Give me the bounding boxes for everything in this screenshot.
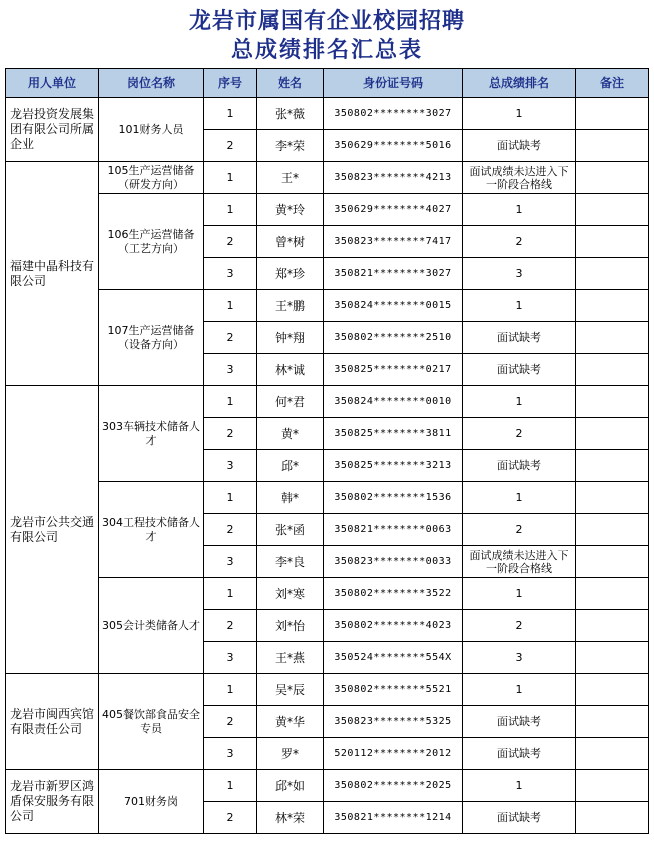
rank-cell: 1 (463, 674, 576, 706)
serial-cell: 3 (204, 354, 257, 386)
unit-cell: 龙岩投资发展集团有限公司所属企业 (6, 98, 99, 162)
id-number-cell: 350825********0217 (324, 354, 463, 386)
serial-cell: 1 (204, 98, 257, 130)
rank-cell: 1 (463, 98, 576, 130)
note-cell (576, 674, 649, 706)
serial-cell: 1 (204, 674, 257, 706)
name-cell: 王*燕 (257, 642, 324, 674)
id-number-cell: 350821********0063 (324, 514, 463, 546)
serial-cell: 3 (204, 738, 257, 770)
serial-cell: 2 (204, 322, 257, 354)
table-row (6, 578, 649, 610)
name-cell: 刘*怡 (257, 610, 324, 642)
id-number-cell: 350629********5016 (324, 130, 463, 162)
note-cell (576, 290, 649, 322)
rank-cell: 1 (463, 290, 576, 322)
note-cell (576, 450, 649, 482)
id-number-cell: 350802********3027 (324, 98, 463, 130)
name-cell: 何*君 (257, 386, 324, 418)
name-cell: 王*鹏 (257, 290, 324, 322)
rank-cell: 面试缺考 (463, 450, 576, 482)
id-number-cell: 350824********0010 (324, 386, 463, 418)
rank-cell: 3 (463, 258, 576, 290)
post-cell: 701财务岗 (99, 770, 204, 834)
title-line-2: 总成绩排名汇总表 (230, 38, 423, 63)
name-cell: 林*荣 (257, 802, 324, 834)
id-number-cell: 350802********2510 (324, 322, 463, 354)
note-cell (576, 162, 649, 194)
table-body (6, 98, 649, 834)
id-number-cell: 350825********3811 (324, 418, 463, 450)
name-cell: 邱* (257, 450, 324, 482)
serial-cell: 1 (204, 386, 257, 418)
unit-cell: 龙岩市新罗区鸿盾保安服务有限公司 (6, 770, 99, 834)
post-cell: 101财务人员 (99, 98, 204, 162)
rank-cell: 1 (463, 578, 576, 610)
id-number-cell: 350802********2025 (324, 770, 463, 802)
serial-cell: 2 (204, 706, 257, 738)
note-cell (576, 322, 649, 354)
table-row (6, 162, 649, 194)
unit-cell: 福建中晶科技有限公司 (6, 162, 99, 386)
name-cell: 郑*珍 (257, 258, 324, 290)
rank-cell: 2 (463, 610, 576, 642)
table-row (6, 290, 649, 322)
header-name: 姓名 (257, 69, 324, 98)
note-cell (576, 130, 649, 162)
name-cell: 钟*翔 (257, 322, 324, 354)
rank-cell: 1 (463, 482, 576, 514)
serial-cell: 3 (204, 258, 257, 290)
rank-cell: 2 (463, 418, 576, 450)
rank-cell: 面试成绩未达进入下一阶段合格线 (463, 546, 576, 578)
id-number-cell: 350825********3213 (324, 450, 463, 482)
id-number-cell: 350823********7417 (324, 226, 463, 258)
rank-cell: 1 (463, 770, 576, 802)
rank-cell: 面试缺考 (463, 706, 576, 738)
post-cell: 106生产运营储备（工艺方向） (99, 194, 204, 290)
post-cell: 304工程技术储备人才 (99, 482, 204, 578)
note-cell (576, 610, 649, 642)
post-cell: 305会计类储备人才 (99, 578, 204, 674)
table-row (6, 482, 649, 514)
serial-cell: 2 (204, 514, 257, 546)
name-cell: 邱*如 (257, 770, 324, 802)
name-cell: 林*诚 (257, 354, 324, 386)
note-cell (576, 514, 649, 546)
id-number-cell: 350821********3027 (324, 258, 463, 290)
note-cell (576, 578, 649, 610)
id-number-cell: 350824********0015 (324, 290, 463, 322)
note-cell (576, 482, 649, 514)
name-cell: 李*荣 (257, 130, 324, 162)
header-rank: 总成绩排名 (463, 69, 576, 98)
note-cell (576, 98, 649, 130)
id-number-cell: 350823********0033 (324, 546, 463, 578)
name-cell: 黄*玲 (257, 194, 324, 226)
name-cell: 罗* (257, 738, 324, 770)
post-cell: 107生产运营储备（设备方向） (99, 290, 204, 386)
name-cell: 黄*华 (257, 706, 324, 738)
table-row (6, 98, 649, 130)
note-cell (576, 706, 649, 738)
serial-cell: 1 (204, 482, 257, 514)
serial-cell: 1 (204, 578, 257, 610)
name-cell: 张*函 (257, 514, 324, 546)
serial-cell: 2 (204, 226, 257, 258)
serial-cell: 3 (204, 642, 257, 674)
rank-cell: 面试缺考 (463, 130, 576, 162)
name-cell: 韩* (257, 482, 324, 514)
id-number-cell: 350802********3522 (324, 578, 463, 610)
note-cell (576, 258, 649, 290)
post-cell: 405餐饮部食品安全专员 (99, 674, 204, 770)
title-line-1: 龙岩市属国有企业校园招聘 (188, 9, 465, 34)
header-row (6, 69, 649, 98)
id-number-cell: 350823********4213 (324, 162, 463, 194)
note-cell (576, 418, 649, 450)
serial-cell: 3 (204, 546, 257, 578)
header-post: 岗位名称 (99, 69, 204, 98)
rank-cell: 面试缺考 (463, 354, 576, 386)
note-cell (576, 802, 649, 834)
id-number-cell: 350524********554X (324, 642, 463, 674)
name-cell: 吴*辰 (257, 674, 324, 706)
note-cell (576, 354, 649, 386)
rank-cell: 1 (463, 386, 576, 418)
rank-cell: 面试成绩未达进入下一阶段合格线 (463, 162, 576, 194)
ranking-table (5, 68, 649, 834)
rank-cell: 面试缺考 (463, 802, 576, 834)
name-cell: 刘*寒 (257, 578, 324, 610)
name-cell: 曾*树 (257, 226, 324, 258)
serial-cell: 1 (204, 290, 257, 322)
id-number-cell: 350802********5521 (324, 674, 463, 706)
id-number-cell: 350823********5325 (324, 706, 463, 738)
id-number-cell: 520112********2012 (324, 738, 463, 770)
rank-cell: 2 (463, 226, 576, 258)
rank-cell: 面试缺考 (463, 322, 576, 354)
serial-cell: 2 (204, 610, 257, 642)
unit-cell: 龙岩市闽西宾馆有限责任公司 (6, 674, 99, 770)
name-cell: 王* (257, 162, 324, 194)
header-id: 身份证号码 (324, 69, 463, 98)
serial-cell: 1 (204, 194, 257, 226)
id-number-cell: 350802********1536 (324, 482, 463, 514)
serial-cell: 1 (204, 770, 257, 802)
rank-cell: 1 (463, 194, 576, 226)
id-number-cell: 350802********4023 (324, 610, 463, 642)
unit-cell: 龙岩市公共交通有限公司 (6, 386, 99, 674)
serial-cell: 2 (204, 418, 257, 450)
table-row (6, 194, 649, 226)
document-title (0, 0, 654, 66)
serial-cell: 2 (204, 130, 257, 162)
header-note: 备注 (576, 69, 649, 98)
table-row (6, 386, 649, 418)
serial-cell: 3 (204, 450, 257, 482)
note-cell (576, 546, 649, 578)
name-cell: 张*薇 (257, 98, 324, 130)
note-cell (576, 386, 649, 418)
note-cell (576, 194, 649, 226)
note-cell (576, 770, 649, 802)
post-cell: 303车辆技术储备人才 (99, 386, 204, 482)
header-unit: 用人单位 (6, 69, 99, 98)
rank-cell: 3 (463, 642, 576, 674)
name-cell: 黄* (257, 418, 324, 450)
rank-cell: 2 (463, 514, 576, 546)
serial-cell: 2 (204, 802, 257, 834)
table-row (6, 770, 649, 802)
name-cell: 李*良 (257, 546, 324, 578)
serial-cell: 1 (204, 162, 257, 194)
id-number-cell: 350821********1214 (324, 802, 463, 834)
id-number-cell: 350629********4027 (324, 194, 463, 226)
post-cell: 105生产运营储备（研发方向） (99, 162, 204, 194)
note-cell (576, 738, 649, 770)
table-row (6, 674, 649, 706)
rank-cell: 面试缺考 (463, 738, 576, 770)
note-cell (576, 226, 649, 258)
note-cell (576, 642, 649, 674)
header-no: 序号 (204, 69, 257, 98)
